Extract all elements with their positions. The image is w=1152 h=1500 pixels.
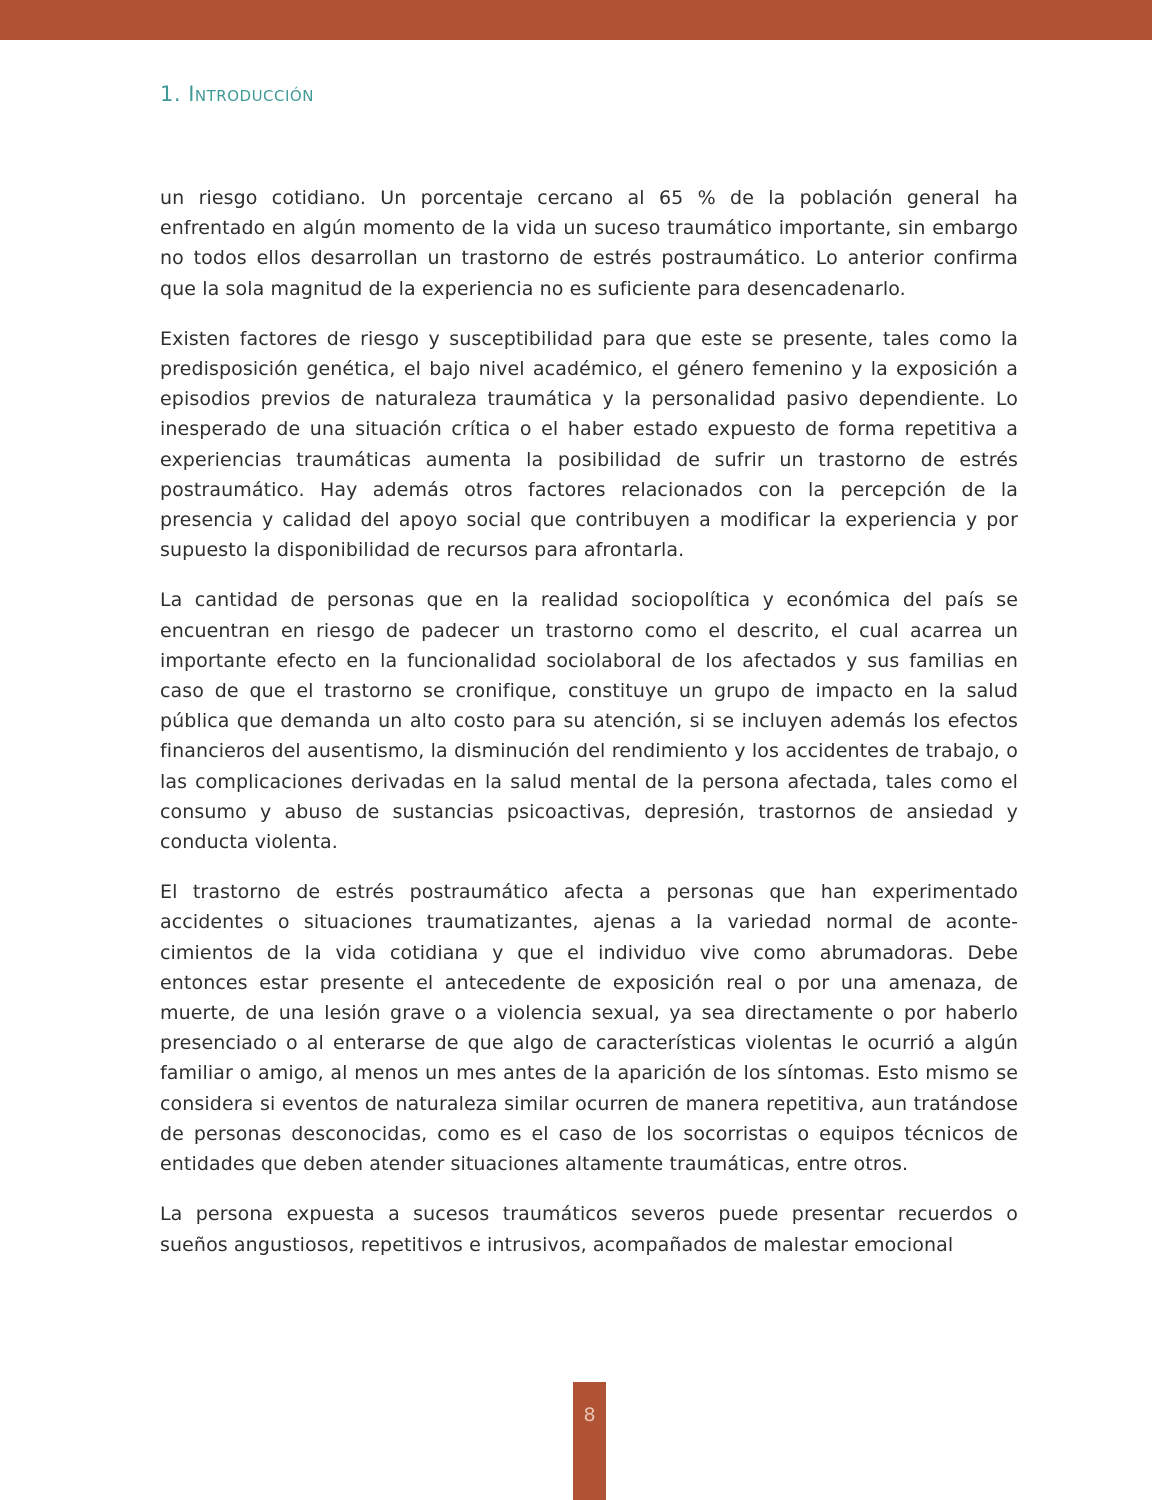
paragraph-4: El trastorno de estrés postraumático afecta a personas que han experimentado accidentes o situaciones traumatizantes, ajenas a la variedad normal de acontecimientos de la vida cotidiana y que el individuo vive como abrumadoras. Debe entonces estar presente el antecedente de exposición real o por una amenaza, de muerte, de una lesión grave o a violencia sexual, ya sea directamente o por haberlo presenciado o al enterarse de que algo de características violentas le ocurrió a algún familiar o amigo, al menos un mes antes de la aparición de los síntomas. Esto mismo se considera si eventos de naturaleza similar ocurren de manera repetitiva, aun tratándose de personas desconocidas, como es el caso de los socorristas o equipos técnicos de entidades que deben atender situaciones altamente traumáticas, entre otros. — [160, 881, 1018, 1176]
paragraph-1: un riesgo cotidiano. Un porcentaje cercano al 65 % de la población general ha enfrentado en algún momento de la vida un suceso traumático importante, sin embargo no todos ellos desarrollan un trastorno de estrés postraumático. Lo anterior confirma que la sola magnitud de la experiencia no es suficiente para desencadenarlo. — [160, 187, 1018, 300]
top-accent-bar — [0, 0, 1152, 40]
page-number-tab — [573, 1382, 606, 1500]
paragraph-5: La persona expuesta a sucesos traumáticos severos puede presentar recuerdos o sueños angustiosos, repetitivos e intrusivos, acompañados de malestar emocional — [160, 1203, 1018, 1256]
paragraph-3: La cantidad de personas que en la realidad sociopolítica y económica del país se encuentran en riesgo de padecer un trastorno como el descrito, el cual acarrea un importante efecto en la funcionalidad sociolaboral de los afectados y sus familias en caso de que el trastorno se cronifique, constituye un grupo de impacto en la salud pública que demanda un alto costo para su atención, si se incluyen además los efectos financieros del ausentismo, la disminución del rendimiento y los accidentes de trabajo, o las complicaciones derivadas en la salud mental de la persona afectada, tales como el consumo y abuso de sustancias psicoactivas, depresión, trastornos de ansiedad y conducta violenta. — [160, 589, 1018, 854]
page-number: 8 — [583, 1404, 596, 1426]
section-title: 1. Introducción — [160, 82, 314, 106]
body-text — [160, 183, 1018, 1280]
paragraph-2: Existen factores de riesgo y susceptibilidad para que este se presente, tales como la predisposición genética, el bajo nivel académico, el género femenino y la exposición a episodios previos de naturaleza traumática y la personalidad pasivo dependiente. Lo inesperado de una situación crítica o el haber estado expuesto de forma repetitiva a experiencias traumáticas aumenta la posibilidad de sufrir un trastorno de estrés postraumático. Hay además otros factores relacionados con la percepción de la presencia y calidad del apoyo social que contribuyen a modificar la experiencia y por supuesto la disponibilidad de recursos para afrontarla. — [160, 327, 1018, 562]
